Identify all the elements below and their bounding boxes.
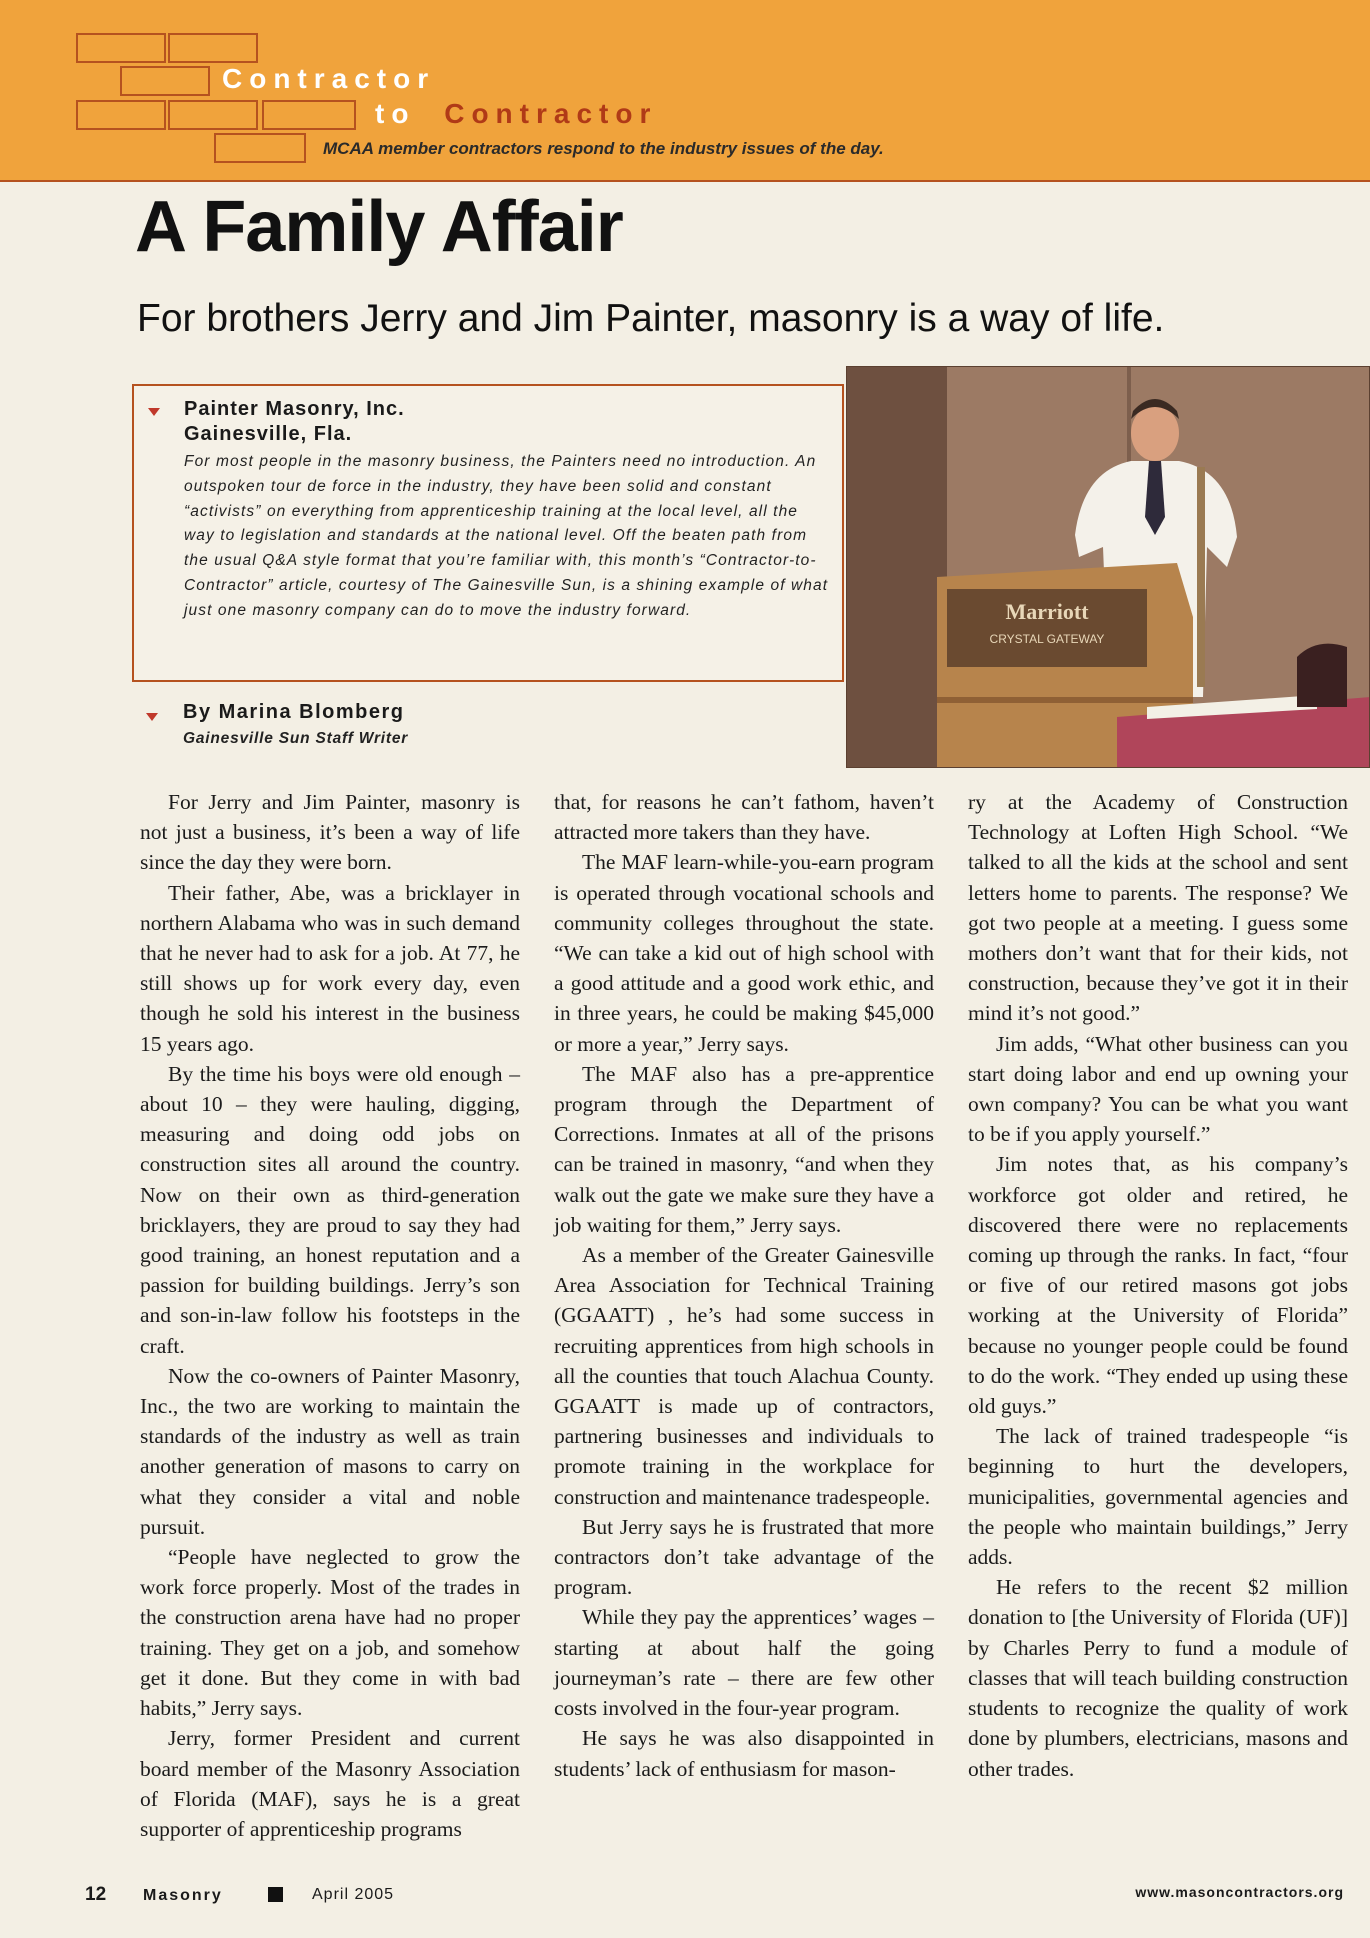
- body-paragraph: While they pay the apprentices’ wages – starting at about half the going journeyman’s rate – there are few other costs involved in the four-year program.: [554, 1605, 934, 1721]
- body-paragraph: But Jerry says he is frustrated that more contractors don’t take advantage of the program.: [554, 1514, 934, 1600]
- section-title-line2: [375, 98, 657, 130]
- body-paragraph: The MAF also has a pre-apprentice program through the Department of Corrections. Inmates at all of the prisons can be trained in masonry, “and when they walk out the gate we make sure they have a job waiting for them,” Jerry says.: [554, 1061, 934, 1237]
- section-header: [0, 0, 1370, 182]
- brick-graphic: [168, 33, 258, 63]
- body-paragraph: Jim notes that, as his company’s workforce got older and retired, he discovered there were no replacements coming up through the ranks. In fact, “four or five of our retired masons got jobs working at the University of Florida” because no younger people could be found to do the work. “They ended up using these old guys.”: [968, 1152, 1348, 1419]
- podium-brand-text: Marriott: [1005, 599, 1089, 624]
- body-paragraph: “People have neglected to grow the work force properly. Most of the trades in the construction arena have had no proper training. They get on a job, and somehow get it done. But they come in with bad habits,” Jerry says.: [140, 1545, 520, 1721]
- body-paragraph: The MAF learn-while-you-earn program is operated through vocational schools and community colleges throughout the state. “We can take a kid out of high school with a good attitude and a good work ethic, and in three years, he could be making $45,000 or more a year,” Jerry says.: [554, 850, 934, 1056]
- byline-role: Gainesville Sun Staff Writer: [183, 730, 409, 747]
- body-paragraph: ry at the Academy of Construction Technology at Loften High School. “We talked to all the kids at the school and sent letters home to parents. The response? We got two people at a meeting. I guess some mothers don’t want that for their kids, not construction, because they’ve got it in their mind it’s not good.”: [968, 790, 1348, 1026]
- article-subtitle: For brothers Jerry and Jim Painter, masonry is a way of life.: [137, 297, 1165, 340]
- body-paragraph: Jerry, former President and current board member of the Masonry Association of Florida (MAF), says he is a great supporter of apprenticeship programs: [140, 1726, 520, 1841]
- speaker-at-podium-image: [847, 367, 1370, 768]
- magazine-name: Masonry: [143, 1887, 223, 1904]
- body-paragraph: Now the co-owners of Painter Masonry, Inc., the two are working to maintain the standards of the industry as well as train another generation of masons to carry on what they consider a vital and noble pursuit.: [140, 1363, 520, 1539]
- brick-graphic: [76, 100, 166, 130]
- body-paragraph: He says he was also disappointed in students’ lack of enthusiasm for mason-: [554, 1726, 934, 1781]
- body-column-1: [140, 787, 520, 1844]
- section-title-to: to: [375, 98, 416, 129]
- intro-box: [132, 384, 844, 682]
- page-number: 12: [85, 1884, 107, 1905]
- body-paragraph: By the time his boys were old enough – about 10 – they were hauling, digging, measuring and doing odd jobs on construction sites all around the country. Now on their own as third-generation bricklayers, they are proud to say they had good training, an honest reputation and a passion for building buildings. Jerry’s son and son-in-law follow his footsteps in the craft.: [140, 1061, 520, 1358]
- brick-graphic: [168, 100, 258, 130]
- body-paragraph: Their father, Abe, was a bricklayer in northern Alabama who was in such demand that he never had to ask for a job. At 77, he still shows up for work every day, even though he sold his interest in the business 15 years ago.: [140, 880, 520, 1056]
- intro-text: For most people in the masonry business, the Painters need no introduction. An outspoken tour de force in the industry, they have been solid and constant “activists” on everything from apprenticeship training at the local level, all the way to legislation and standards at the national level. Off the beaten path from the usual Q&A style format that you’re familiar with, this month’s “Contractor-to-Contractor” article, courtesy of The Gainesville Sun, is a shining example of what just one masonry company can do to move the industry forward.: [184, 453, 829, 619]
- body-column-2: [554, 787, 934, 1784]
- body-paragraph: The lack of trained tradespeople “is beginning to hurt the developers, municipalities, governmental agencies and the people who maintain buildings,” Jerry adds.: [968, 1424, 1348, 1570]
- article-title: A Family Affair: [135, 187, 623, 267]
- byline-bullet-icon: [146, 713, 158, 721]
- brick-graphic: [120, 66, 210, 96]
- body-paragraph: Jim adds, “What other business can you start doing labor and end up owning your own company? You can be what you want to be if you apply yourself.”: [968, 1031, 1348, 1147]
- body-column-3: [968, 787, 1348, 1784]
- section-tagline: MCAA member contractors respond to the industry issues of the day.: [323, 139, 884, 158]
- bullet-triangle-icon: [148, 408, 160, 416]
- byline-name: By Marina Blomberg: [183, 701, 405, 723]
- intro-city: Gainesville, Fla.: [184, 423, 353, 445]
- section-title-contractor: Contractor: [444, 98, 658, 129]
- brick-graphic: [262, 100, 356, 130]
- podium-sub-text: CRYSTAL GATEWAY: [989, 632, 1105, 646]
- square-separator-icon: [268, 1887, 283, 1902]
- brick-graphic: [76, 33, 166, 63]
- section-title-line1: Contractor: [222, 63, 436, 94]
- article-photo: [846, 366, 1370, 768]
- body-paragraph: For Jerry and Jim Painter, masonry is not just a business, it’s been a way of life since the day they were born.: [140, 790, 520, 875]
- issue-date: April 2005: [312, 1886, 395, 1903]
- body-paragraph: As a member of the Greater Gainesville Area Association for Technical Training (GGAATT) , he’s had some success in recruiting apprentices from high schools in all the counties that touch Alachua County. GGAATT is made up of contractors, partnering businesses and individuals to promote training in the workplace for construction and maintenance tradespeople.: [554, 1243, 934, 1509]
- body-paragraph: that, for reasons he can’t fathom, haven’t attracted more takers than they have.: [554, 790, 934, 845]
- body-paragraph: He refers to the recent $2 million donation to [the University of Florida (UF)] by Charles Perry to fund a module of classes that will teach building construction students to recognize the quality of work done by plumbers, electricians, masons and other trades.: [968, 1575, 1348, 1781]
- intro-company: Painter Masonry, Inc.: [184, 398, 405, 420]
- website-url: www.masoncontractors.org: [1135, 1884, 1344, 1900]
- brick-graphic: [214, 133, 306, 163]
